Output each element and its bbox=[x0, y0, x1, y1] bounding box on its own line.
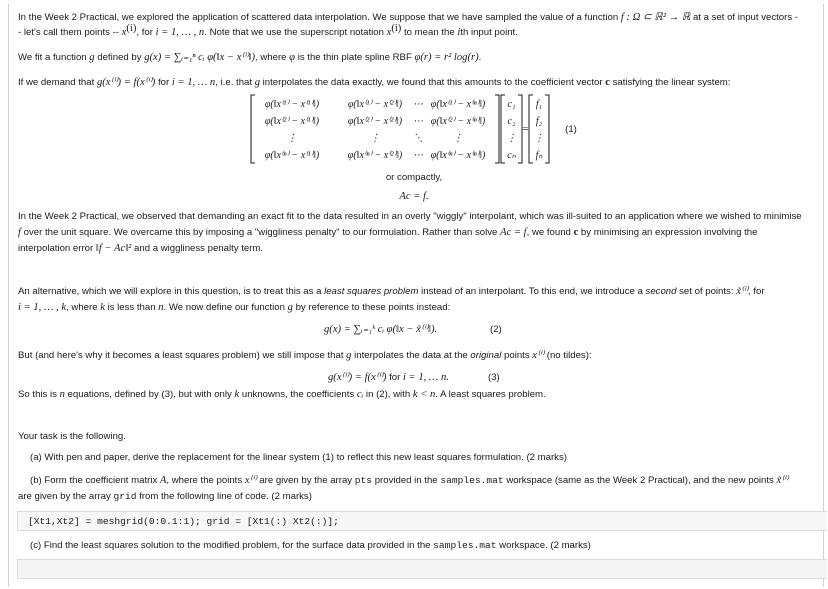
fit-line bbox=[18, 50, 808, 65]
partb-text: from the following line of code. (2 marks) bbox=[136, 491, 312, 502]
matrix-cell: ⋯ bbox=[413, 116, 423, 127]
sothis-text: So this is bbox=[18, 389, 60, 400]
partb-text: workspace (same as the Week 2 Practical), and the new points bbox=[503, 475, 777, 486]
interpolation-error: ‖f − Ac‖² bbox=[95, 243, 132, 254]
matrix-cell: ⋮ bbox=[370, 133, 380, 144]
intro-text: . Note that we use the superscript notation bbox=[204, 27, 387, 38]
sothis-text: in (2), with bbox=[363, 389, 413, 400]
demand-text: for bbox=[155, 77, 172, 88]
demand-text: interpolates the data exactly, we found that this amounts to the coefficient vector bbox=[260, 77, 606, 88]
code-grid: grid bbox=[113, 491, 137, 502]
partb-text: provided in the bbox=[372, 475, 441, 486]
left-bracket bbox=[251, 95, 255, 163]
linear-system-eq: Ac = f bbox=[500, 227, 527, 238]
fit-text: , where bbox=[255, 52, 290, 63]
code-block[interactable] bbox=[17, 511, 827, 531]
function-domain: f : Ω ⊂ ℝ² → ℝ bbox=[620, 12, 691, 23]
sothis-text: . A least squares problem. bbox=[435, 389, 546, 400]
f-vector-entry: f₂ bbox=[535, 116, 543, 127]
point-x: x⁽ⁱ⁾ bbox=[532, 350, 545, 361]
equation-number-2: (2) bbox=[490, 324, 502, 335]
interpolation-condition: g(x⁽ⁱ⁾) = f(x⁽ⁱ⁾) bbox=[96, 77, 156, 88]
index-range: i = 1, … , n bbox=[155, 27, 205, 38]
right-bracket bbox=[495, 95, 499, 163]
matrix-cell: φ(‖x⁽²⁾ − x⁽¹⁾‖) bbox=[264, 116, 320, 127]
symbol-n: n bbox=[158, 302, 164, 313]
intro-line-1 bbox=[18, 10, 808, 25]
c-vector-entry: ⋮ bbox=[506, 133, 517, 144]
alt-text: , for bbox=[748, 286, 765, 297]
part-c bbox=[30, 538, 820, 553]
emphasis-original: original bbox=[470, 350, 502, 361]
index-range: i = 1, … , k bbox=[18, 302, 67, 313]
intro-line-2 bbox=[18, 22, 808, 40]
matrix-cell: φ(‖x⁽¹⁾ − x⁽¹⁾‖) bbox=[264, 99, 320, 110]
alt-text: An alternative, which we will explore in this question, is to treat this as a bbox=[18, 286, 325, 297]
alt-text: set of points: bbox=[676, 286, 737, 297]
equation-3 bbox=[328, 370, 449, 385]
week2-line-3 bbox=[18, 241, 808, 256]
so-this-line bbox=[18, 387, 808, 402]
superscript-i: (i) bbox=[126, 22, 137, 34]
alt-text: . We now define our function bbox=[163, 302, 288, 313]
index-range: i = 1, … n. bbox=[402, 372, 449, 383]
alt-text: instead of an interpolant. To this end, we introduce a bbox=[418, 286, 646, 297]
matrix-A: A bbox=[159, 475, 167, 486]
function-g: g bbox=[287, 302, 293, 313]
emphasis-least-squares: least squares problem bbox=[324, 286, 419, 297]
f-vector-entry: f₁ bbox=[535, 99, 543, 110]
week2-line-2 bbox=[18, 225, 808, 240]
intro-text: at a set of input vectors - bbox=[690, 12, 798, 23]
c-right-bracket bbox=[518, 95, 522, 163]
week2-text: interpolation error bbox=[18, 243, 96, 254]
f-vector-entry: fₙ bbox=[535, 150, 543, 161]
compact-label: or compactly, bbox=[385, 172, 443, 183]
c-vector-entry: c₁ bbox=[507, 99, 516, 110]
index-range: i = 1, … n bbox=[171, 77, 216, 88]
f-right-bracket bbox=[545, 95, 549, 163]
week2-text: by minimising an expression involving the bbox=[578, 227, 758, 238]
sothis-text: equations, defined by (3), but with only bbox=[64, 389, 235, 400]
intro-text: th input point. bbox=[460, 27, 518, 38]
coefficient-vector: c bbox=[605, 77, 610, 88]
f-left-bracket bbox=[529, 95, 533, 163]
partc-text: (c) Find the least squares solution to the modified problem, for the surface data provided in the bbox=[30, 540, 434, 551]
c-vector-entry: cₙ bbox=[507, 150, 516, 161]
symbol-n: n bbox=[59, 389, 65, 400]
fit-text: defined by bbox=[94, 52, 145, 63]
point-x: x⁽ⁱ⁾ bbox=[244, 475, 257, 486]
demand-text: , i.e. that bbox=[215, 77, 255, 88]
code-samples-mat: samples.mat bbox=[440, 475, 504, 486]
rbf-expansion: g(x) = ∑ᵢ₌₁ⁿ cᵢ φ(‖x − x⁽ⁱ⁾‖) bbox=[144, 52, 256, 63]
matrix-cell: ⋮ bbox=[453, 133, 463, 144]
superscript-i: (i) bbox=[391, 22, 402, 34]
alt-text: by reference to these points instead: bbox=[292, 302, 451, 313]
k-less-than-n: k < n bbox=[412, 389, 436, 400]
rbf-formula: φ(r) = r² log(r) bbox=[414, 52, 479, 63]
alt-text: , where bbox=[66, 302, 101, 313]
but-text: But (and here's why it becomes a least squares problem) we still impose that bbox=[18, 350, 347, 361]
fit-text: is the thin plate spline RBF bbox=[295, 52, 415, 63]
f-vector-entry: ⋮ bbox=[534, 133, 544, 144]
answer-input-box[interactable] bbox=[17, 559, 827, 579]
week2-text: and a wiggliness penalty term. bbox=[131, 243, 264, 254]
partb-text: are given by the array bbox=[256, 475, 355, 486]
matrix-cell: ⋮ bbox=[287, 133, 297, 144]
phi-symbol: φ bbox=[289, 52, 296, 63]
week2-text: over the unit square. We overcame this by imposing a "wiggliness penalty" to our formulation. Rather than solve bbox=[20, 227, 501, 238]
function-f: f bbox=[18, 227, 21, 238]
partb-text: (b) Form the coefficient matrix bbox=[30, 475, 160, 486]
demand-text: satisfying the linear system: bbox=[609, 77, 731, 88]
alt-line-2 bbox=[18, 300, 808, 315]
partb-text: , where the points bbox=[166, 475, 245, 486]
equation-number-1: (1) bbox=[565, 124, 577, 135]
week2-line-1: In the Week 2 Practical, we observed that demanding an exact fit to the data resulted in an overly "wiggly" interpolant, which was ill-suited to an application where we wished to minimise bbox=[18, 211, 802, 222]
alt-text: is less than bbox=[104, 302, 159, 313]
equation-2: g(x) = ∑ᵢ₌₁ᵏ cᵢ φ(‖x − x̃⁽ⁱ⁾‖). bbox=[324, 324, 438, 335]
code-samples-mat: samples.mat bbox=[433, 540, 497, 551]
symbol-k: k bbox=[100, 302, 105, 313]
function-g: g bbox=[346, 350, 352, 361]
symbol-k: k bbox=[234, 389, 240, 400]
matrix-cell: φ(‖x⁽²⁾ − x⁽ⁿ⁾‖) bbox=[430, 116, 486, 127]
c-vector-entry: c₂ bbox=[507, 116, 516, 127]
task-intro: Your task is the following. bbox=[18, 431, 126, 442]
matrix-cell: φ(‖x⁽¹⁾ − x⁽²⁾‖) bbox=[347, 99, 403, 110]
intro-text: , for bbox=[136, 27, 156, 38]
coefficient-vector: c bbox=[573, 227, 579, 238]
equation-3-text: for bbox=[386, 372, 403, 383]
c-left-bracket bbox=[501, 95, 505, 163]
but-line bbox=[18, 348, 808, 363]
part-a: (a) With pen and paper, derive the replacement for the linear system (1) to reflect this new least squares formulation. (2 marks) bbox=[30, 452, 567, 463]
demand-line bbox=[18, 75, 808, 90]
function-g: g bbox=[89, 52, 95, 63]
function-g: g bbox=[254, 77, 260, 88]
matrix-cell: ⋯ bbox=[413, 150, 423, 161]
fit-text: We fit a function bbox=[18, 52, 90, 63]
demand-text: If we demand that bbox=[18, 77, 97, 88]
linear-system-matrix bbox=[250, 93, 580, 165]
but-text: points bbox=[501, 350, 533, 361]
but-text: (no tildes): bbox=[544, 350, 592, 361]
coefficient-ci: cᵢ bbox=[356, 389, 364, 400]
but-text: interpolates the data at the bbox=[351, 350, 471, 361]
code-line: [Xt1,Xt2] = meshgrid(0:0.1:1); grid = [Xt1(:) Xt2(:)]; bbox=[28, 516, 339, 527]
compact-equation: Ac = f. bbox=[399, 191, 429, 202]
matrix-cell: φ(‖x⁽ⁿ⁾ − x⁽²⁾‖) bbox=[347, 150, 403, 161]
matrix-cell: ⋯ bbox=[413, 99, 423, 110]
sothis-text: unknowns, the coefficients bbox=[239, 389, 357, 400]
part-b-line-1 bbox=[30, 473, 820, 488]
intro-text: In the Week 2 Practical, we explored the application of scattered data interpolation. We suppose that we have sampled the value of a function bbox=[18, 12, 621, 23]
matrix-cell: φ(‖x⁽ⁿ⁾ − x⁽ⁿ⁾‖) bbox=[430, 150, 486, 161]
equation-3-lhs: g(x⁽ⁱ⁾) = f(x⁽ⁱ⁾) bbox=[328, 372, 387, 383]
partb-text: are given by the array bbox=[18, 491, 114, 502]
equals-sign: = bbox=[522, 123, 529, 135]
fit-text: . bbox=[478, 52, 482, 63]
index-i: i bbox=[457, 27, 461, 38]
partc-text: workspace. (2 marks) bbox=[496, 540, 591, 551]
matrix-cell: φ(‖x⁽¹⁾ − x⁽ⁿ⁾‖) bbox=[430, 99, 486, 110]
equation-number-3: (3) bbox=[488, 372, 500, 383]
matrix-cell: φ(‖x⁽ⁿ⁾ − x⁽¹⁾‖) bbox=[264, 150, 320, 161]
week2-text: , we found bbox=[526, 227, 574, 238]
matrix-cell: φ(‖x⁽²⁾ − x⁽²⁾‖) bbox=[347, 116, 403, 127]
tilde-points: x̃⁽ⁱ⁾ bbox=[776, 475, 789, 486]
code-pts: pts bbox=[354, 475, 373, 486]
matrix-cell: ⋱ bbox=[413, 133, 423, 144]
intro-text: - let's call them points -- bbox=[18, 27, 122, 38]
point-x: x bbox=[121, 27, 127, 38]
emphasis-second: second bbox=[645, 286, 677, 297]
tilde-points: x̃⁽ⁱ⁾ bbox=[736, 286, 748, 297]
part-b-line-2 bbox=[18, 489, 808, 504]
point-x: x bbox=[386, 27, 392, 38]
alt-line-1 bbox=[18, 284, 808, 299]
intro-text: to mean the bbox=[401, 27, 458, 38]
